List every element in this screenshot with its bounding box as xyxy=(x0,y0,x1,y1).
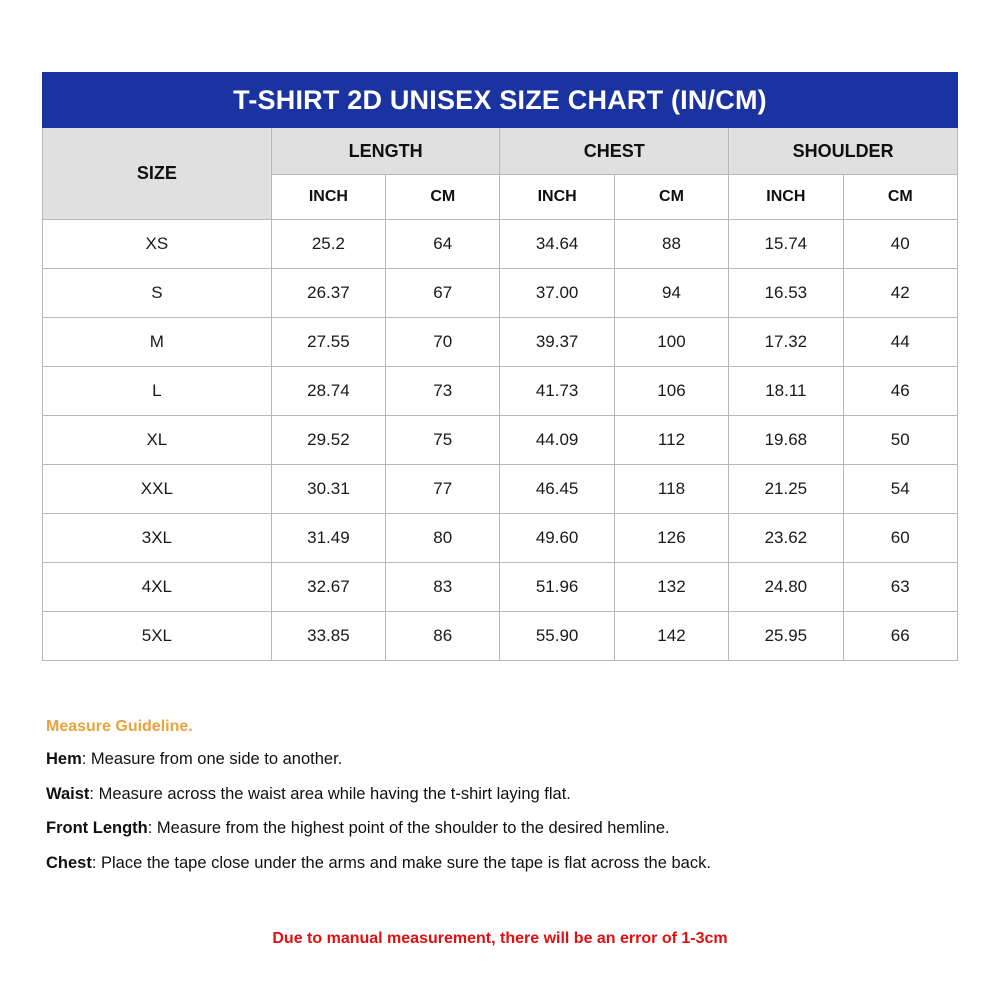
header-length: LENGTH xyxy=(271,128,500,175)
guideline-item xyxy=(46,749,956,770)
cell-chest-inch: 46.45 xyxy=(500,465,614,514)
cell-size: S xyxy=(43,269,272,318)
cell-chest-inch: 41.73 xyxy=(500,367,614,416)
cell-chest-inch: 55.90 xyxy=(500,612,614,661)
cell-shoulder-inch: 16.53 xyxy=(729,269,843,318)
header-chest-inch: INCH xyxy=(500,175,614,220)
guideline-item xyxy=(46,784,956,805)
header-length-cm: CM xyxy=(386,175,500,220)
cell-length-cm: 86 xyxy=(386,612,500,661)
cell-size: M xyxy=(43,318,272,367)
table-title-row xyxy=(43,73,958,128)
cell-shoulder-cm: 63 xyxy=(843,563,957,612)
cell-shoulder-inch: 18.11 xyxy=(729,367,843,416)
header-shoulder-cm: CM xyxy=(843,175,957,220)
cell-length-inch: 26.37 xyxy=(271,269,385,318)
cell-length-inch: 28.74 xyxy=(271,367,385,416)
cell-chest-cm: 112 xyxy=(614,416,728,465)
group-header-row xyxy=(43,128,958,175)
cell-length-inch: 30.31 xyxy=(271,465,385,514)
header-size: SIZE xyxy=(43,128,272,220)
cell-shoulder-cm: 46 xyxy=(843,367,957,416)
cell-length-cm: 64 xyxy=(386,220,500,269)
cell-size: XL xyxy=(43,416,272,465)
cell-chest-inch: 39.37 xyxy=(500,318,614,367)
cell-chest-cm: 126 xyxy=(614,514,728,563)
cell-shoulder-inch: 19.68 xyxy=(729,416,843,465)
guideline-item xyxy=(46,853,956,874)
cell-shoulder-inch: 21.25 xyxy=(729,465,843,514)
cell-chest-inch: 49.60 xyxy=(500,514,614,563)
guideline-text: : Measure across the waist area while having the t-shirt laying flat. xyxy=(89,784,571,803)
guideline-term: Waist xyxy=(46,784,90,803)
header-shoulder-inch: INCH xyxy=(729,175,843,220)
cell-shoulder-cm: 44 xyxy=(843,318,957,367)
cell-shoulder-inch: 24.80 xyxy=(729,563,843,612)
measure-guideline-section xyxy=(46,718,956,888)
table-row xyxy=(43,269,958,318)
header-chest: CHEST xyxy=(500,128,729,175)
table-row xyxy=(43,318,958,367)
cell-size: XS xyxy=(43,220,272,269)
guideline-title: Measure Guideline. xyxy=(46,718,193,735)
cell-size: 5XL xyxy=(43,612,272,661)
cell-size: XXL xyxy=(43,465,272,514)
cell-shoulder-cm: 40 xyxy=(843,220,957,269)
cell-length-inch: 32.67 xyxy=(271,563,385,612)
cell-chest-cm: 94 xyxy=(614,269,728,318)
cell-chest-inch: 34.64 xyxy=(500,220,614,269)
chart-title: T-SHIRT 2D UNISEX SIZE CHART (IN/CM) xyxy=(43,73,958,128)
cell-shoulder-cm: 50 xyxy=(843,416,957,465)
cell-chest-cm: 88 xyxy=(614,220,728,269)
cell-shoulder-cm: 66 xyxy=(843,612,957,661)
cell-length-cm: 70 xyxy=(386,318,500,367)
table-row xyxy=(43,416,958,465)
guideline-item xyxy=(46,818,956,839)
cell-chest-cm: 132 xyxy=(614,563,728,612)
guideline-term: Front Length xyxy=(46,819,148,838)
cell-chest-inch: 51.96 xyxy=(500,563,614,612)
cell-chest-cm: 118 xyxy=(614,465,728,514)
cell-length-cm: 77 xyxy=(386,465,500,514)
cell-length-inch: 27.55 xyxy=(271,318,385,367)
size-chart-container xyxy=(42,72,958,661)
cell-shoulder-cm: 42 xyxy=(843,269,957,318)
cell-shoulder-inch: 15.74 xyxy=(729,220,843,269)
cell-chest-inch: 37.00 xyxy=(500,269,614,318)
table-row xyxy=(43,367,958,416)
cell-length-cm: 83 xyxy=(386,563,500,612)
cell-size: L xyxy=(43,367,272,416)
guideline-term: Chest xyxy=(46,853,92,872)
measurement-disclaimer: Due to manual measurement, there will be an error of 1-3cm xyxy=(272,930,728,947)
cell-size: 3XL xyxy=(43,514,272,563)
header-length-inch: INCH xyxy=(271,175,385,220)
cell-shoulder-inch: 23.62 xyxy=(729,514,843,563)
guideline-text: : Place the tape close under the arms and make sure the tape is flat across the back. xyxy=(91,853,711,872)
cell-length-inch: 31.49 xyxy=(271,514,385,563)
table-row xyxy=(43,220,958,269)
cell-length-cm: 80 xyxy=(386,514,500,563)
cell-shoulder-inch: 17.32 xyxy=(729,318,843,367)
guideline-text: : Measure from the highest point of the shoulder to the desired hemline. xyxy=(147,819,670,838)
cell-shoulder-inch: 25.95 xyxy=(729,612,843,661)
cell-shoulder-cm: 54 xyxy=(843,465,957,514)
table-row xyxy=(43,465,958,514)
cell-size: 4XL xyxy=(43,563,272,612)
size-chart-table xyxy=(42,72,958,661)
cell-length-inch: 25.2 xyxy=(271,220,385,269)
cell-length-cm: 75 xyxy=(386,416,500,465)
table-row xyxy=(43,563,958,612)
guideline-text: : Measure from one side to another. xyxy=(81,750,343,768)
cell-length-cm: 73 xyxy=(386,367,500,416)
cell-chest-cm: 106 xyxy=(614,367,728,416)
cell-length-cm: 67 xyxy=(386,269,500,318)
header-shoulder: SHOULDER xyxy=(729,128,958,175)
table-row xyxy=(43,514,958,563)
guideline-term: Hem xyxy=(46,750,82,768)
cell-shoulder-cm: 60 xyxy=(843,514,957,563)
cell-length-inch: 33.85 xyxy=(271,612,385,661)
cell-length-inch: 29.52 xyxy=(271,416,385,465)
cell-chest-inch: 44.09 xyxy=(500,416,614,465)
cell-chest-cm: 100 xyxy=(614,318,728,367)
header-chest-cm: CM xyxy=(614,175,728,220)
cell-chest-cm: 142 xyxy=(614,612,728,661)
table-row xyxy=(43,612,958,661)
